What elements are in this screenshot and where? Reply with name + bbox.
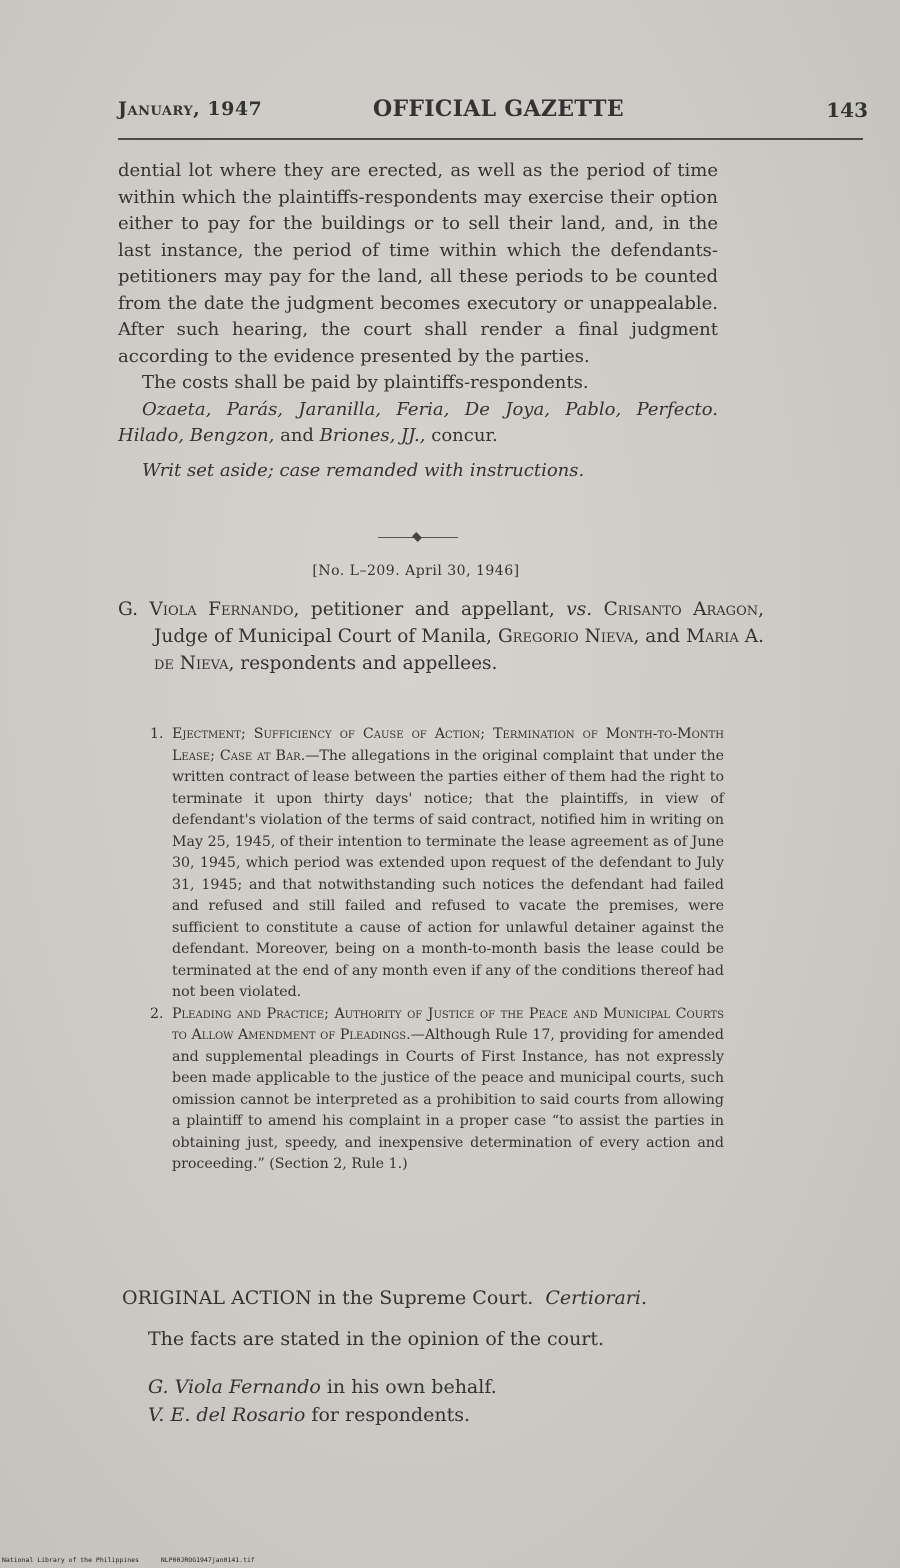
- judge-role: , Judge of Municipal Court of Manila,: [154, 599, 764, 647]
- counsel-entry: [148, 1373, 708, 1401]
- petitioner-role: , petitioner and appellant,: [293, 599, 567, 620]
- costs-line: The costs shall be paid by plaintiffs-respondents.: [142, 372, 589, 393]
- facts-statement: The facts are stated in the opinion of the court.: [148, 1328, 605, 1350]
- header-date: January, 1947: [118, 98, 263, 120]
- continued-opinion: [118, 158, 718, 484]
- syllabus-text: —Although Rule 17, providing for amended and supplemental pleadings in Courts of First Instance, has not expressly been made applicable to the justice of the peace and municipal courts, such omission cannot be interpreted as a prohibition to said courts from allowing a plaintiff to amend his complaint in a proper case “to assist the parties in obtaining just, speedy, and inexpensive determination of every action and proceeding.” (Section 2, Rule 1.): [172, 1027, 724, 1172]
- counsel-role: for respondents.: [305, 1404, 470, 1426]
- case-number: [No. L–209. April 30, 1946]: [312, 563, 520, 579]
- original-action-type: Certiorari.: [545, 1287, 647, 1309]
- concurrence: [118, 397, 718, 450]
- syllabus-heading: Ejectment; Sufficiency of Cause of Action; Termination of Month-to-Month Lease; Case at Bar.: [172, 726, 724, 764]
- original-action: [122, 1287, 722, 1309]
- counsel-entry: [148, 1401, 708, 1429]
- concur-verb: concur.: [425, 425, 498, 446]
- syllabus-item: [132, 1004, 724, 1176]
- counsel-name: G. Viola Fernando: [148, 1376, 321, 1398]
- counsel-name: V. E. del Rosario: [148, 1404, 306, 1426]
- syllabus-number: 2.: [150, 1005, 164, 1022]
- divider-ornament: [412, 532, 422, 542]
- original-action-label: ORIGINAL ACTION in the Supreme Court.: [122, 1287, 534, 1309]
- and-word: , and: [633, 626, 687, 647]
- respondents-role: , respondents and appellees.: [228, 653, 498, 674]
- syllabus-heading: Pleading and Practice; Authority of Justice of the Peace and Municipal Courts to Allow Amendment of Pleadings.: [172, 1005, 724, 1043]
- syllabus-number: 1.: [150, 726, 164, 742]
- counsel-role: in his own behalf.: [320, 1376, 497, 1398]
- concurring-justices: Ozaeta, Parás, Jaranilla, Feria, De Joya, Pablo, Perfecto. Hilado, Bengzon,: [118, 398, 718, 446]
- concur-and: and: [274, 425, 320, 446]
- header-rule: [118, 138, 863, 140]
- concurring-last-justice: Briones, JJ.,: [319, 425, 426, 446]
- page-number: 143: [826, 98, 868, 122]
- disposition: Writ set aside; case remanded with instructions.: [142, 459, 585, 481]
- case-parties: [118, 596, 764, 677]
- counsel-list: [148, 1373, 708, 1429]
- versus: vs.: [566, 599, 593, 620]
- header-title: OFFICIAL GAZETTE: [373, 96, 624, 122]
- respondent-judge: Crisanto Aragon: [592, 599, 759, 620]
- scan-footer: [2, 1556, 302, 1564]
- opinion-paragraph: dential lot where they are erected, as well as the period of time within which the plaintiffs-respondents may exercise their option either to pay for the buildings or to sell their land, and, in the last instance, the period of time within which the defendants-petitioners may pay for the land, all these periods to be counted from the date the judgment becomes executory or unappealable. After such hearing, the court shall render a final judgment according to the evidence presented by the parties.: [118, 160, 718, 367]
- syllabus-text: —The allegations in the original complaint that under the written contract of lease between the parties either of them had the right to terminate it upon thirty days' notice; that the plaintiffs, in view of defendant's violation of the terms of said contract, notified him in writing on May 25, 1945, of their intention to terminate the lease agreement as of June 30, 1945, which period was extended upon request of the defendant to July 31, 1945; and that notwithstanding such notices the defendant had failed and refused and still failed and refused to vacate the premises, were sufficient to constitute a cause of action for unlawful detainer against the defendant. Moreover, being on a month-to-month basis the lease could be terminated at the end of any month even if any of the conditions thereof had not been violated.: [172, 747, 724, 1000]
- respondent-maria: Maria A. de Nieva: [154, 626, 764, 674]
- syllabus-item: [132, 724, 724, 1004]
- respondent-gregorio: Gregorio Nieva: [497, 626, 634, 647]
- syllabus: [132, 724, 724, 1176]
- section-divider: [378, 534, 458, 540]
- petitioner-name: G. Viola Fernando: [118, 599, 294, 620]
- footer-file: NLP00JROG1947jan0141.tif: [160, 1556, 255, 1564]
- footer-library: National Library of the Philippines: [2, 1556, 139, 1564]
- running-header: [118, 98, 868, 128]
